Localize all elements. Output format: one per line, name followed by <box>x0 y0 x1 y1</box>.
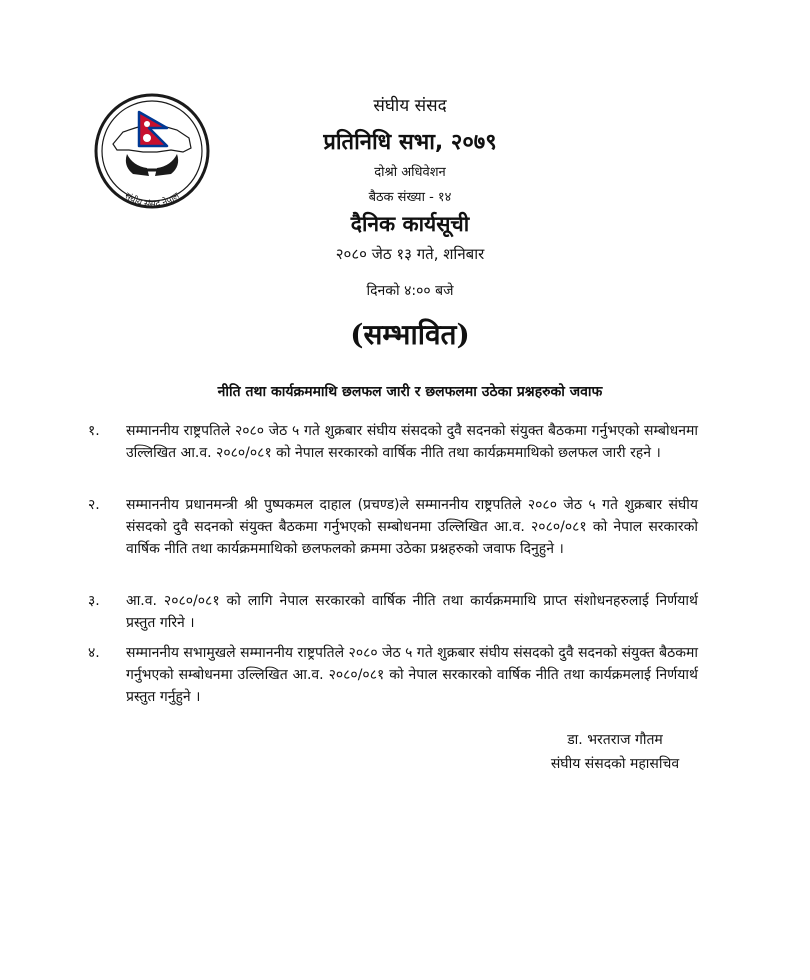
svg-text:संघीय संसद नेपाल <box>122 190 182 210</box>
house-title: प्रतिनिधि सभा, २०७९ <box>323 130 497 155</box>
flag-icon <box>139 112 167 146</box>
agenda-subject: नीति तथा कार्यक्रममाथि छलफल जारी र छलफलमा उठेका प्रश्नहरुको जवाफ <box>217 384 603 400</box>
agenda-item-text: आ.व. २०८०/०८१ को लागि नेपाल सरकारको वार्षिक नीति तथा कार्यक्रममाथि प्राप्त संशोधनहरुलाई निर्णयार्थ प्रस्तुत गरिने । <box>126 593 698 631</box>
agenda-item <box>88 590 698 634</box>
meeting-number: बैठक संख्या - १४ <box>368 190 452 205</box>
agenda-item-text: सम्माननीय सभामुखले सम्माननीय राष्ट्रपतिले २०८० जेठ ५ गते शुक्रबार संघीय संसदको दुवै सदनको संयुक्त बैठकमा गर्नुभएको सम्बोधनमा उल्लिखित आ.व. २०८०/०८१ को नेपाल सरकारको वार्षिक नीति तथा कार्यक्रमलाई निर्णयार्थ प्रस्तुत गर्नुहुने । <box>126 645 698 705</box>
signatory-name: डा. भरतराज गौतम <box>567 732 663 748</box>
agenda-item-number: ४. <box>88 645 100 661</box>
parliament-name: संघीय संसद <box>373 96 447 116</box>
agenda-item-number: २. <box>88 497 100 513</box>
tentative-status: (सम्भावित) <box>350 318 470 351</box>
agenda-item <box>88 494 698 560</box>
signature-block <box>500 728 730 776</box>
agenda-item-text: सम्माननीय राष्ट्रपतिले २०८० जेठ ५ गते शुक्रबार संघीय संसदको दुवै सदनको संयुक्त बैठकमा गर्नुभएको सम्बोधनमा उल्लिखित आ.व. २०८०/०८१ को नेपाल सरकारको वार्षिक नीति तथा कार्यक्रममाथिको छलफल जारी रहने । <box>126 423 698 461</box>
agenda-title: दैनिक कार्यसूची <box>350 212 470 236</box>
agenda-item <box>88 420 698 464</box>
meeting-date: २०८० जेठ १३ गते, शनिबार <box>335 245 485 263</box>
emblem-caption: संघीय संसद नेपाल <box>122 191 182 210</box>
parliament-emblem <box>93 92 211 210</box>
agenda-item-number: १. <box>88 423 100 439</box>
agenda-item-number: ३. <box>88 593 100 609</box>
hands-icon <box>126 154 178 176</box>
meeting-time: दिनको ४:०० बजे <box>366 283 454 299</box>
agenda-item <box>88 642 698 708</box>
session-label: दोश्रो अधिवेशन <box>374 165 446 180</box>
signatory-title: संघीय संसदको महासचिव <box>550 756 680 772</box>
agenda-item-text: सम्माननीय प्रधानमन्त्री श्री पुष्पकमल दाहाल (प्रचण्ड)ले सम्माननीय राष्ट्रपतिले २०८० जेठ ५ गते शुक्रबार संघीय संसदको दुवै सदनको संयुक्त बैठकमा गर्नुभएको सम्बोधनमा उल्लिखित आ.व. २०८०/०८१ को नेपाल सरकारको वार्षिक नीति तथा कार्यक्रममाथिको छलफलको क्रममा उठेका प्रश्नहरुको जवाफ दिनुहुने । <box>126 497 698 557</box>
